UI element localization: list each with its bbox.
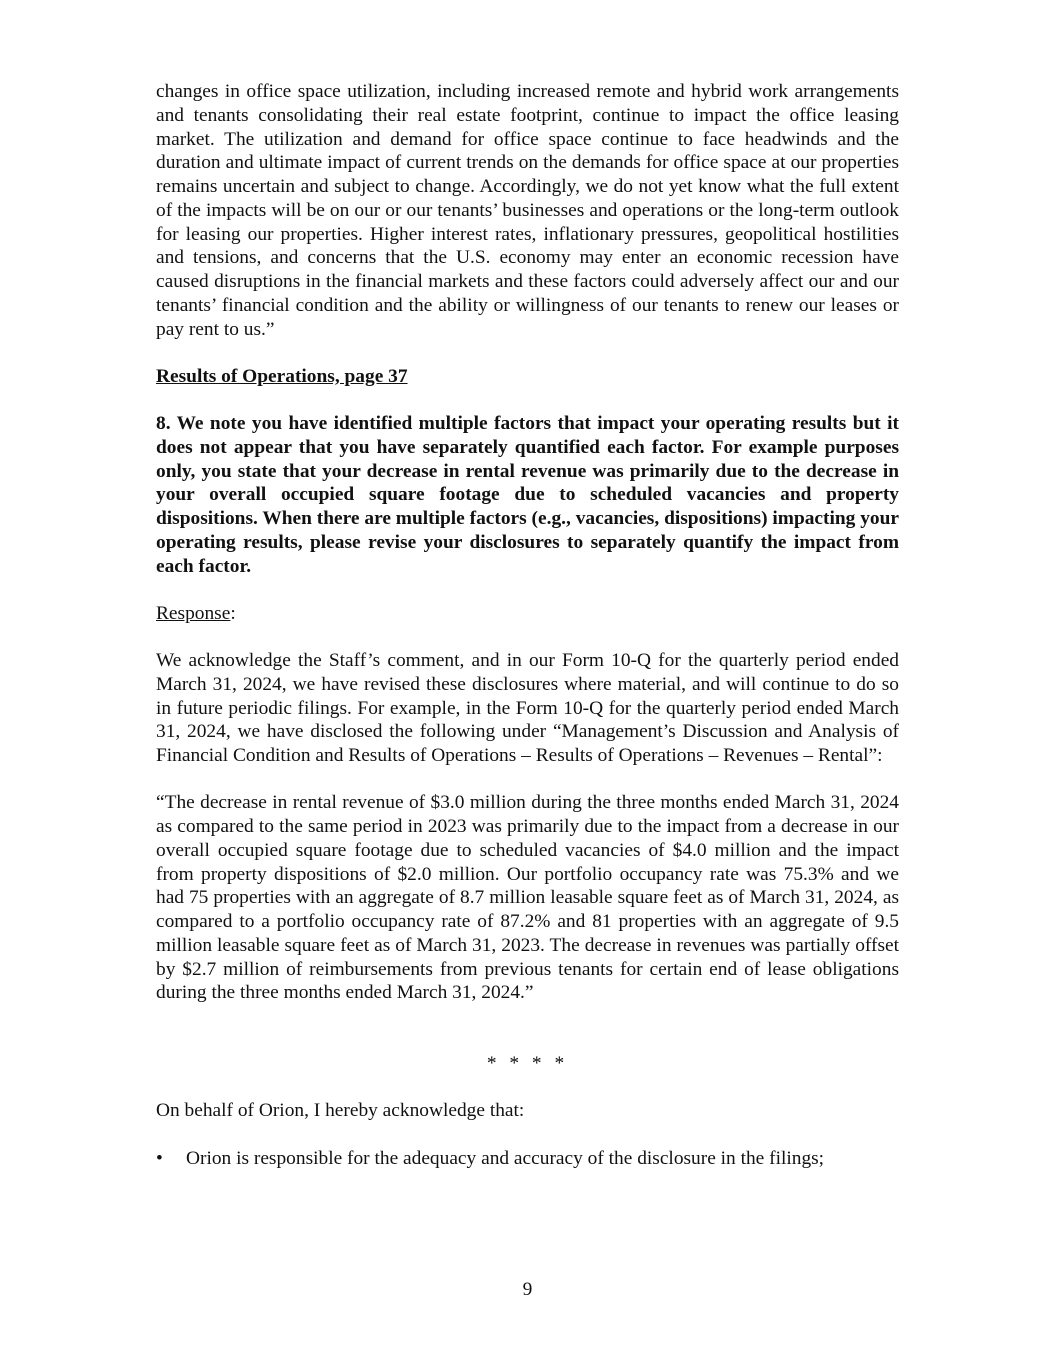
response-paragraph: We acknowledge the Staff’s comment, and in our Form 10-Q for the quarterly period ended March 31, 2024, we have revised these disclosures where material, and will continue to do so in future periodic filings. For example, in the Form 10-Q for the quarterly period ended March 31, 2024, we have disclosed the following under “Management’s Discussion and Analysis of Financial Condition and Results of Operations – Results of Operations – Revenues – Rental”: — [156, 650, 899, 766]
response-label-line — [156, 602, 899, 626]
bullet-text: Orion is responsible for the adequacy and accuracy of the disclosure in the filings; — [186, 1147, 825, 1169]
acknowledgment-bullet — [156, 1147, 899, 1171]
section-heading: Results of Operations, page 37 — [156, 365, 408, 387]
bullet-icon: • — [156, 1147, 163, 1169]
page-number: 9 — [522, 1279, 533, 1300]
acknowledgment-intro: On behalf of Orion, I hereby acknowledge that: — [156, 1100, 525, 1122]
document-page — [156, 80, 899, 1170]
staff-comment-8: 8. We note you have identified multiple factors that impact your operating results but it does not appear that you have separately quantified each factor. For example purposes only, you state that your decrease in rental revenue was primarily due to the decrease in your overall occupied square footage due to scheduled vacancies and property dispositions. When there are multiple factors (e.g., vacancies, dispositions) impacting your operating results, please revise your disclosures to separately quantify the impact from each factor. — [156, 413, 899, 577]
continuation-paragraph: changes in office space utilization, including increased remote and hybrid work arrangements and tenants consolidating their real estate footprint, continue to impact the office leasing market. The utilization and demand for office space continue to face headwinds and the duration and ultimate impact of current trends on the demands for office space at our properties remains uncertain and subject to change. Accordingly, we do not yet know what the full extent of the impacts will be on our or our tenants’ businesses and operations or the long-term outlook for leasing our properties. Higher interest rates, inflationary pressures, geopolitical hostilities and tensions, and concerns that the U.S. economy may enter an economic recession have caused disruptions in the financial markets and these factors could adversely affect our and our tenants’ financial condition and the ability or willingness of our tenants to renew our leases or pay rent to us.” — [156, 81, 899, 340]
section-separator: * * * * — [486, 1053, 569, 1074]
response-label: Response — [156, 602, 231, 624]
response-colon: : — [230, 602, 236, 624]
quoted-disclosure: “The decrease in rental revenue of $3.0 million during the three months ended March 31, 2024 as compared to the same period in 2023 was primarily due to the impact from a decrease in our overall occupied square footage due to scheduled vacancies of $4.0 million and the impact from property dispositions of $2.0 million. Our portfolio occupancy rate was 75.3% and we had 75 properties with an aggregate of 8.7 million leasable square feet as of March 31, 2024, as compared to a portfolio occupancy rate of 87.2% and 81 properties with an aggregate of 9.5 million leasable square feet as of March 31, 2023. The decrease in revenues was partially offset by $2.7 million of reimbursements from previous tenants for certain end of lease obligations during the three months ended March 31, 2024.” — [156, 792, 899, 1004]
